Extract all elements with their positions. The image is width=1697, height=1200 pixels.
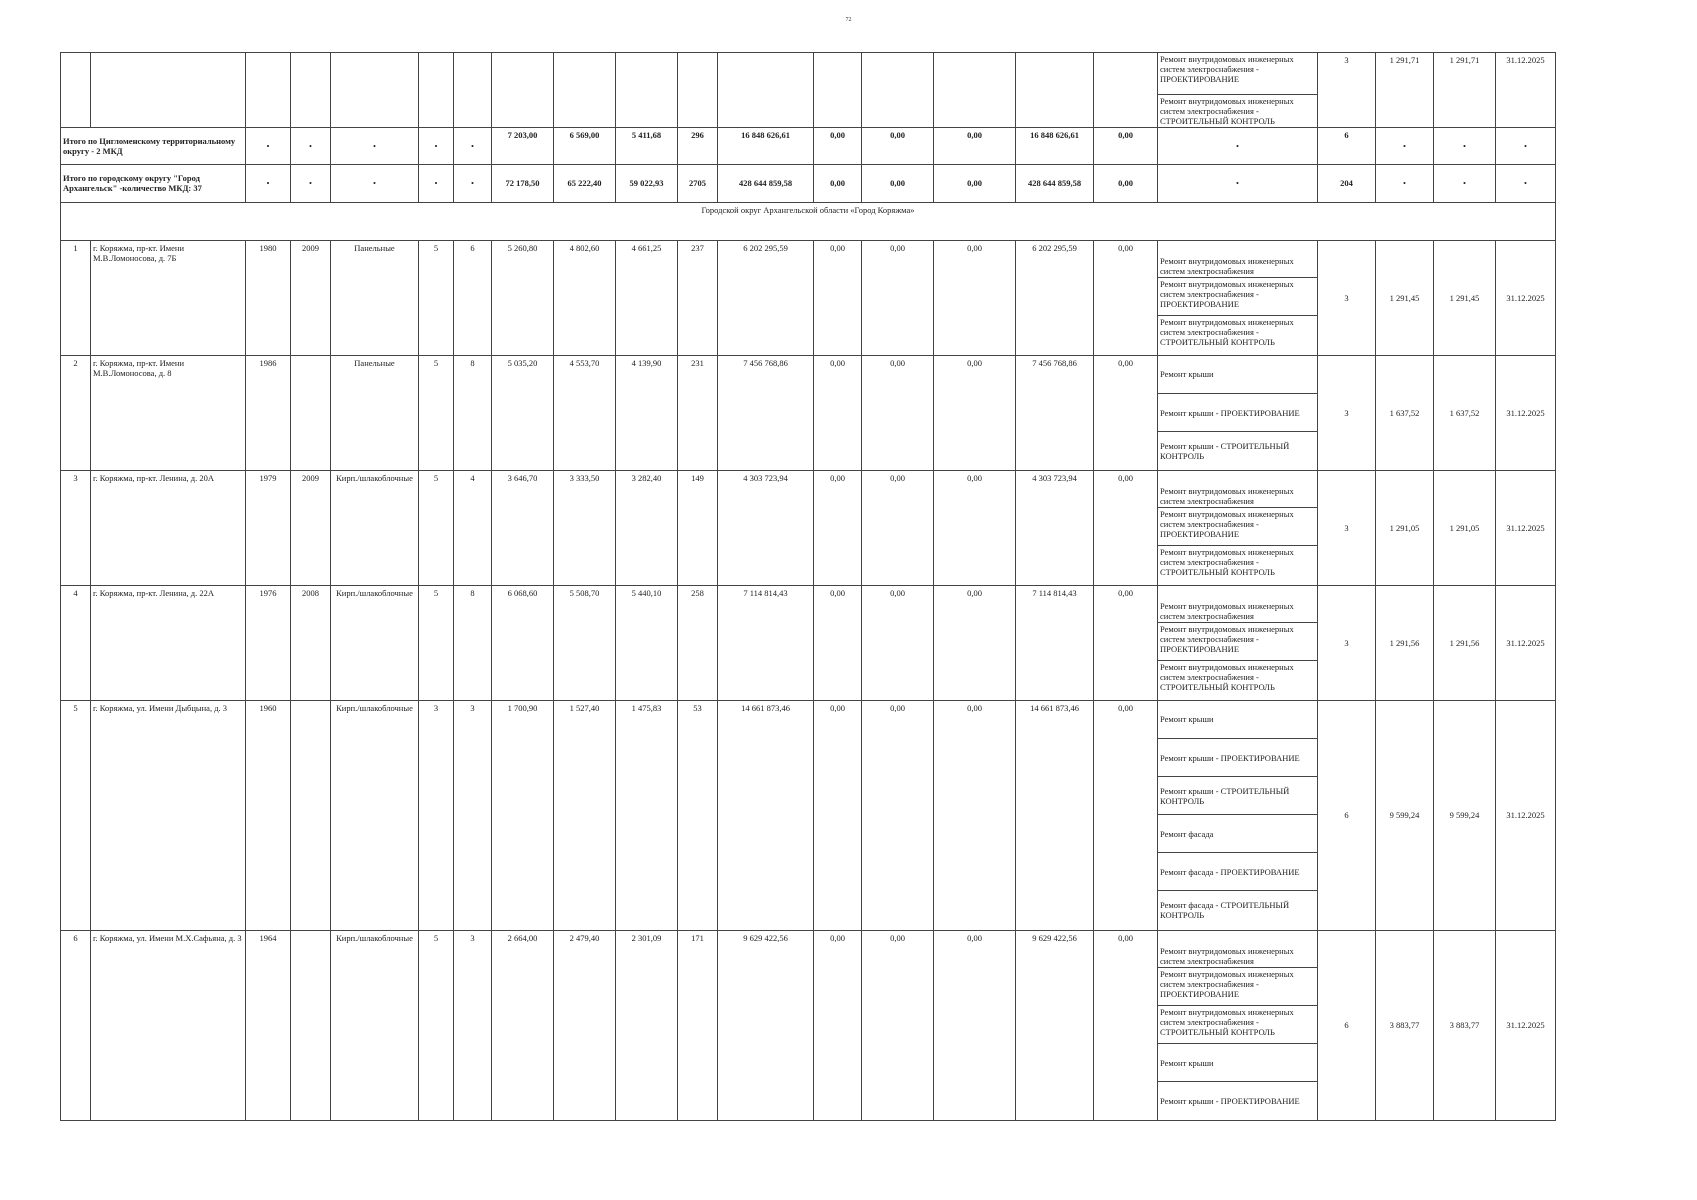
total-row-arkhangelsk: Итого по городскому округу "Город Архангельск" -количество МКД: 37 • • • • • 72 178,50 65 222,40 59 022,93 2705 428 644 859,58 0,00 0,00 0,00 428 644 859,58 0,00 • 204 • • •	[61, 164, 1556, 202]
total-label: Итого по городскому округу "Город Архангельск" -количество МКД: 37	[61, 164, 246, 202]
table-row: 6 г. Коряжма, ул. Имени М.Х.Сафьяна, д. 3 1964 Кирп./шлакоблочные 5 3 2 664,00 2 479,40 2 301,09 171 9 629 422,56 0,00 0,00 0,00 9 629 422,56 0,00 Ремонт внутридомовых инженерных систем электроснабжения Ремонт внутридомовых инженерных систем электроснабжения - ПРОЕКТИРОВАНИЕ Ремонт внутридомовых инженерных систем электроснабжения - СТРОИТЕЛЬНЫЙ КОНТРОЛЬ Ремонт крыши Ремонт крыши - ПРОЕКТИРОВАНИЕ 6 3 883,77 3 883,77 31.12.2025	[61, 930, 1556, 1120]
work-item: Ремонт внутридомовых инженерных систем электроснабжения - ПРОЕКТИРОВАНИЕ	[1158, 968, 1317, 1006]
work-item: Ремонт внутридомовых инженерных систем электроснабжения	[1158, 471, 1317, 508]
work-item: Ремонт внутридомовых инженерных систем электроснабжения	[1158, 241, 1317, 278]
repair-program-table	[60, 52, 1556, 1121]
work-item: Ремонт фасада	[1158, 815, 1317, 853]
work-item: Ремонт внутридомовых инженерных систем электроснабжения - ПРОЕКТИРОВАНИЕ	[1158, 623, 1317, 661]
address: г. Коряжма, ул. Имени Дыбцына, д. 3	[91, 700, 246, 930]
work-item: Ремонт внутридомовых инженерных систем электроснабжения - ПРОЕКТИРОВАНИЕ	[1158, 53, 1317, 94]
work-item: Ремонт внутридомовых инженерных систем электроснабжения	[1158, 931, 1317, 968]
work-item: Ремонт внутридомовых инженерных систем электроснабжения - ПРОЕКТИРОВАНИЕ	[1158, 508, 1317, 546]
work-item: Ремонт внутридомовых инженерных систем электроснабжения - ПРОЕКТИРОВАНИЕ	[1158, 278, 1317, 316]
work-item: Ремонт крыши - СТРОИТЕЛЬНЫЙ КОНТРОЛЬ	[1160, 440, 1290, 461]
address: г. Коряжма, пр-кт. Ленина, д. 20А	[91, 470, 246, 585]
address: г. Коряжма, пр-кт. Ленина, д. 22А	[91, 585, 246, 700]
section-title: Городской округ Архангельской области «Город Коряжма»	[61, 202, 1556, 240]
work-count: 3	[1318, 53, 1376, 128]
page-number: 72	[845, 17, 852, 23]
work-item: Ремонт крыши	[1158, 356, 1317, 394]
deadline: 31.12.2025	[1496, 53, 1556, 128]
table-row: 4 г. Коряжма, пр-кт. Ленина, д. 22А 1976 2008 Кирп./шлакоблочные 5 8 6 068,60 5 508,70 5 440,10 258 7 114 814,43 0,00 0,00 0,00 7 114 814,43 0,00 Ремонт внутридомовых инженерных систем электроснабжения Ремонт внутридомовых инженерных систем электроснабжения - ПРОЕКТИРОВАНИЕ Ремонт внутридомовых инженерных систем электроснабжения - СТРОИТЕЛЬНЫЙ КОНТРОЛЬ 3 1 291,56 1 291,56 31.12.2025	[61, 585, 1556, 700]
work-item: Ремонт фасада - ПРОЕКТИРОВАНИЕ	[1158, 853, 1317, 891]
work-item: Ремонт крыши - ПРОЕКТИРОВАНИЕ	[1158, 739, 1317, 777]
continuation-row	[61, 53, 1556, 128]
total-row-tsiglomensky: Итого по Цигломенскому территориальному округу - 2 МКД • • • • • 7 203,00 6 569,00 5 411,68 296 16 848 626,61 0,00 0,00 0,00 16 848 626,61 0,00 • 6 • • •	[61, 127, 1556, 164]
work-item: Ремонт крыши - ПРОЕКТИРОВАНИЕ	[1158, 394, 1317, 432]
work-item: Ремонт внутридомовых инженерных систем электроснабжения	[1158, 586, 1317, 623]
cost-per-m2: 1 291,71	[1376, 53, 1434, 128]
work-item: Ремонт внутридомовых инженерных систем электроснабжения - СТРОИТЕЛЬНЫЙ КОНТРОЛЬ	[1158, 1006, 1317, 1044]
work-item: Ремонт фасада - СТРОИТЕЛЬНЫЙ КОНТРОЛЬ	[1160, 899, 1290, 920]
work-item: Ремонт внутридомовых инженерных систем электроснабжения - СТРОИТЕЛЬНЫЙ КОНТРОЛЬ	[1160, 547, 1294, 577]
total-label: Итого по Цигломенскому территориальному округу - 2 МКД	[61, 127, 246, 164]
work-item: Ремонт внутридомовых инженерных систем электроснабжения - СТРОИТЕЛЬНЫЙ КОНТРОЛЬ	[1160, 662, 1294, 692]
table-row: 3 г. Коряжма, пр-кт. Ленина, д. 20А 1979 2009 Кирп./шлакоблочные 5 4 3 646,70 3 333,50 3 282,40 149 4 303 723,94 0,00 0,00 0,00 4 303 723,94 0,00 Ремонт внутридомовых инженерных систем электроснабжения Ремонт внутридомовых инженерных систем электроснабжения - ПРОЕКТИРОВАНИЕ Ремонт внутридомовых инженерных систем электроснабжения - СТРОИТЕЛЬНЫЙ КОНТРОЛЬ 3 1 291,05 1 291,05 31.12.2025	[61, 470, 1556, 585]
address: г. Коряжма, пр-кт. Имени М.В.Ломоносова, д. 7Б	[91, 240, 246, 355]
work-item: Ремонт внутридомовых инженерных систем электроснабжения - СТРОИТЕЛЬНЫЙ КОНТРОЛЬ	[1160, 95, 1294, 126]
table-row: 2 г. Коряжма, пр-кт. Имени М.В.Ломоносова, д. 8 1986 Панельные 5 8 5 035,20 4 553,70 4 139,90 231 7 456 768,86 0,00 0,00 0,00 7 456 768,86 0,00 Ремонт крыши Ремонт крыши - ПРОЕКТИРОВАНИЕ Ремонт крыши - СТРОИТЕЛЬНЫЙ КОНТРОЛЬ 3 1 637,52 1 637,52 31.12.2025	[61, 355, 1556, 470]
work-item: Ремонт крыши	[1158, 701, 1317, 739]
table-row: 1 г. Коряжма, пр-кт. Имени М.В.Ломоносова, д. 7Б 1980 2009 Панельные 5 6 5 260,80 4 802,60 4 661,25 237 6 202 295,59 0,00 0,00 0,00 6 202 295,59 0,00 Ремонт внутридомовых инженерных систем электроснабжения Ремонт внутридомовых инженерных систем электроснабжения - ПРОЕКТИРОВАНИЕ Ремонт внутридомовых инженерных систем электроснабжения - СТРОИТЕЛЬНЫЙ КОНТРОЛЬ 3 1 291,45 1 291,45 31.12.2025	[61, 240, 1556, 355]
work-item: Ремонт крыши	[1158, 1044, 1317, 1082]
cost-limit: 1 291,71	[1434, 53, 1496, 128]
work-item: Ремонт внутридомовых инженерных систем электроснабжения - СТРОИТЕЛЬНЫЙ КОНТРОЛЬ	[1160, 317, 1294, 347]
table-row: 5 г. Коряжма, ул. Имени Дыбцына, д. 3 1960 Кирп./шлакоблочные 3 3 1 700,90 1 527,40 1 475,83 53 14 661 873,46 0,00 0,00 0,00 14 661 873,46 0,00 Ремонт крыши Ремонт крыши - ПРОЕКТИРОВАНИЕ Ремонт крыши - СТРОИТЕЛЬНЫЙ КОНТРОЛЬ Ремонт фасада Ремонт фасада - ПРОЕКТИРОВАНИЕ Ремонт фасада - СТРОИТЕЛЬНЫЙ КОНТРОЛЬ 6 9 599,24 9 599,24 31.12.2025	[61, 700, 1556, 930]
work-item: Ремонт крыши - СТРОИТЕЛЬНЫЙ КОНТРОЛЬ	[1158, 777, 1317, 815]
section-header-row	[61, 202, 1556, 240]
address: г. Коряжма, ул. Имени М.Х.Сафьяна, д. 3	[91, 930, 246, 1120]
address: г. Коряжма, пр-кт. Имени М.В.Ломоносова, д. 8	[91, 355, 246, 470]
work-item: Ремонт крыши - ПРОЕКТИРОВАНИЕ	[1160, 1095, 1300, 1106]
